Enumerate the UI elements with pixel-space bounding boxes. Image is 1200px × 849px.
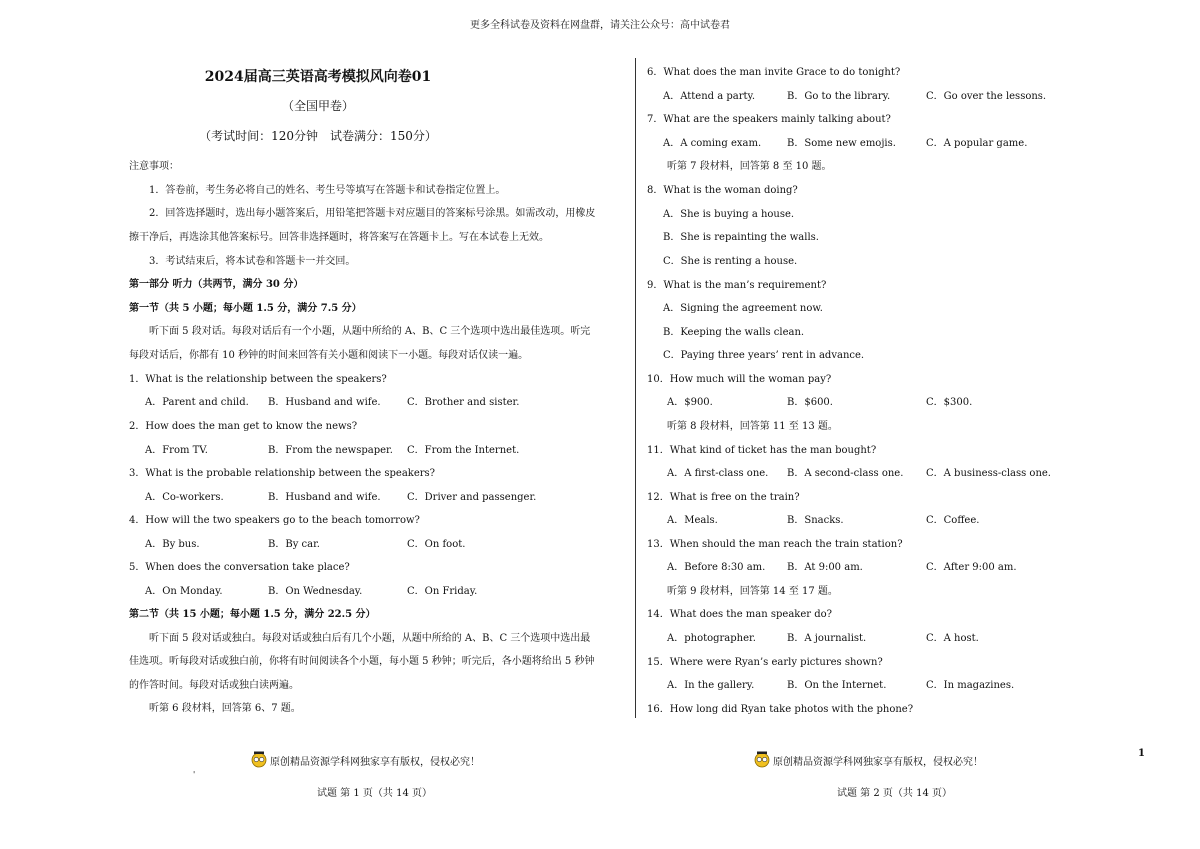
q2-option-a: A．From TV. (145, 445, 208, 456)
part1-heading: 第一部分 听力（共两节，满分 30 分） (129, 279, 304, 290)
notice-title: 注意事项： (129, 161, 179, 172)
q14-option-c: C．A host. (926, 633, 979, 644)
question-10: 10．How much will the woman pay? (647, 374, 832, 385)
q4-option-b: B．By car. (268, 539, 320, 550)
question-5: 5．When does the conversation take place? (129, 562, 350, 573)
listen-7-instruction: 听第 7 段材料，回答第 8 至 10 题。 (667, 161, 832, 172)
q3-option-c: C．Driver and passenger. (407, 492, 537, 503)
notice-2-cont: 擦干净后，再选涂其他答案标号。回答非选择题时，将答案写在答题卡上。写在本试卷上无效。 (129, 232, 549, 243)
exam-title: 2024届高三英语高考模拟风向卷01 (204, 69, 432, 85)
q9-option-c: C．Paying three years’ rent in advance. (663, 350, 865, 361)
q1-option-a: A．Parent and child. (145, 397, 249, 408)
section2-intro-2: 佳选项。听每段对话或独白前，你将有时间阅读各个小题，每小题 5 秒钟；听完后，各小题将给出 5 秒钟 (129, 656, 595, 667)
section1-intro-1: 听下面 5 段对话。每段对话后有一个小题，从题中所给的 A、B、C 三个选项中选出最佳选项。听完 (149, 326, 591, 337)
q1-option-b: B．Husband and wife. (268, 397, 381, 408)
section2-heading: 第二节（共 15 小题；每小题 1.5 分，满分 22.5 分） (129, 609, 376, 620)
q7-option-b: B．Some new emojis. (787, 138, 896, 149)
q5-option-a: A．On Monday. (145, 586, 223, 597)
question-9: 9．What is the man’s requirement? (647, 280, 827, 291)
q6-option-c: C．Go over the lessons. (926, 91, 1047, 102)
q10-option-c: C．$300. (926, 397, 973, 408)
notice-3: 3．考试结束后，将本试卷和答题卡一并交回。 (149, 256, 356, 267)
q11-option-b: B．A second-class one. (787, 468, 904, 479)
q3-option-a: A．Co-workers. (145, 492, 224, 503)
question-4: 4．How will the two speakers go to the beach tomorrow? (129, 515, 420, 526)
question-12: 12．What is free on the train? (647, 492, 800, 503)
notice-1: 1．答卷前，考生务必将自己的姓名、考生号等填写在答题卡和试卷指定位置上。 (149, 185, 506, 196)
q7-option-c: C．A popular game. (926, 138, 1028, 149)
question-11: 11．What kind of ticket has the man bought? (647, 445, 877, 456)
stray-mark: ' (193, 770, 196, 779)
exam-info: （考试时间：120分钟 试卷满分：150分） (199, 129, 437, 143)
column-divider (635, 58, 636, 718)
section2-intro-1: 听下面 5 段对话或独白。每段对话或独白后有几个小题，从题中所给的 A、B、C 三个选项中选出最 (149, 633, 591, 644)
q15-option-a: A．In the gallery. (667, 680, 755, 691)
q4-option-c: C．On foot. (407, 539, 466, 550)
q10-option-a: A．$900. (667, 397, 713, 408)
q13-option-c: C．After 9:00 am. (926, 562, 1017, 573)
section2-intro-3: 的作答时间。每段对话或独白读两遍。 (129, 680, 299, 691)
q5-option-b: B．On Wednesday. (268, 586, 363, 597)
q15-option-b: B．On the Internet. (787, 680, 887, 691)
page-footer-left: 试题 第 1 页（共 14 页） (317, 788, 432, 799)
copyright-notice-right: 原创精品资源学科网独家享有版权，侵权必究！ (773, 757, 983, 768)
q6-option-a: A．Attend a party. (663, 91, 756, 102)
q8-option-c: C．She is renting a house. (663, 256, 798, 267)
question-15: 15．Where were Ryan’s early pictures shown? (647, 657, 883, 668)
q7-option-a: A．A coming exam. (663, 138, 762, 149)
question-1: 1．What is the relationship between the speakers? (129, 374, 387, 385)
owl-logo-icon (753, 750, 771, 768)
copyright-notice-left: 原创精品资源学科网独家享有版权，侵权必究！ (270, 757, 480, 768)
question-14: 14．What does the man speaker do? (647, 609, 833, 620)
q6-option-b: B．Go to the library. (787, 91, 891, 102)
q8-option-a: A．She is buying a house. (663, 209, 795, 220)
q1-option-c: C．Brother and sister. (407, 397, 520, 408)
listen-8-instruction: 听第 8 段材料，回答第 11 至 13 题。 (667, 421, 838, 432)
listen-9-instruction: 听第 9 段材料，回答第 14 至 17 题。 (667, 586, 838, 597)
q3-option-b: B．Husband and wife. (268, 492, 381, 503)
q2-option-c: C．From the Internet. (407, 445, 520, 456)
page-header: 更多全科试卷及资料在网盘群，请关注公众号：高中试卷君 (470, 20, 730, 31)
q12-option-a: A．Meals. (667, 515, 718, 526)
q12-option-b: B．Snacks. (787, 515, 844, 526)
q9-option-a: A．Signing the agreement now. (663, 303, 823, 314)
q12-option-c: C．Coffee. (926, 515, 980, 526)
section1-heading: 第一节（共 5 小题；每小题 1.5 分，满分 7.5 分） (129, 303, 362, 314)
question-7: 7．What are the speakers mainly talking about? (647, 114, 891, 125)
q2-option-b: B．From the newspaper. (268, 445, 393, 456)
exam-region: （全国甲卷） (281, 99, 354, 113)
owl-logo-icon (250, 750, 268, 768)
page-footer-right: 试题 第 2 页（共 14 页） (837, 788, 952, 799)
q8-option-b: B．She is repainting the walls. (663, 232, 819, 243)
question-2: 2．How does the man get to know the news? (129, 421, 358, 432)
q14-option-a: A．photographer. (667, 633, 756, 644)
question-3: 3．What is the probable relationship between the speakers? (129, 468, 436, 479)
page-number: 1 (1138, 748, 1145, 759)
question-6: 6．What does the man invite Grace to do tonight? (647, 67, 901, 78)
q5-option-c: C．On Friday. (407, 586, 478, 597)
notice-2: 2．回答选择题时，选出每小题答案后，用铅笔把答题卡对应题目的答案标号涂黑。如需改动，用橡皮 (149, 208, 596, 219)
q9-option-b: B．Keeping the walls clean. (663, 327, 805, 338)
listen-6-instruction: 听第 6 段材料，回答第 6、7 题。 (149, 703, 301, 714)
q15-option-c: C．In magazines. (926, 680, 1015, 691)
q4-option-a: A．By bus. (145, 539, 200, 550)
q10-option-b: B．$600. (787, 397, 833, 408)
question-8: 8．What is the woman doing? (647, 185, 798, 196)
question-13: 13．When should the man reach the train station? (647, 539, 903, 550)
q11-option-a: A．A first-class one. (667, 468, 769, 479)
question-16: 16．How long did Ryan take photos with the phone? (647, 704, 914, 715)
q11-option-c: C．A business-class one. (926, 468, 1051, 479)
q14-option-b: B．A journalist. (787, 633, 867, 644)
q13-option-a: A．Before 8:30 am. (667, 562, 766, 573)
section1-intro-2: 每段对话后，你都有 10 秒钟的时间来回答有关小题和阅读下一小题。每段对话仅读一遍。 (129, 350, 529, 361)
q13-option-b: B．At 9:00 am. (787, 562, 863, 573)
